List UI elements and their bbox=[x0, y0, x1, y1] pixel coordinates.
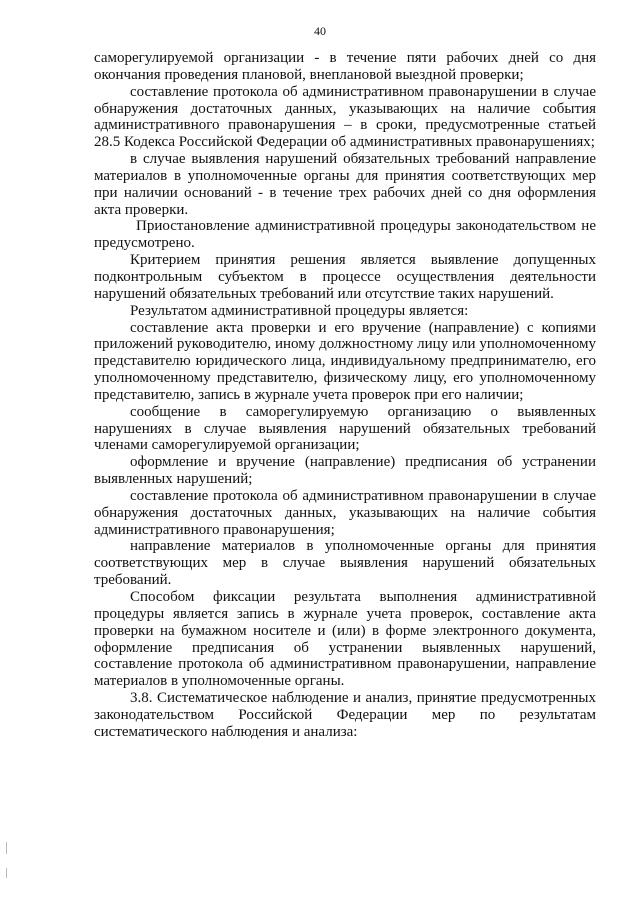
scan-edge-mark bbox=[6, 842, 7, 854]
document-body bbox=[94, 50, 596, 741]
paragraph-3: в случае выявления нарушений обязательных требований направление материалов в уполномоченные органы для принятия соответствующих мер при наличии оснований - в течение трех рабочих дней со дня оформления акта проверки. bbox=[94, 151, 596, 218]
paragraph-12: Способом фиксации результата выполнения административной процедуры является запись в журнале учета проверок, составление акта проверки на бумажном носителе и (или) в форме электронного документа, оформление предписания об устранении выявленных нарушений, составление протокола об административном правонарушении, направление материалов в уполномоченные органы. bbox=[94, 589, 596, 690]
paragraph-11: направление материалов в уполномоченные органы для принятия соответствующих мер в случае выявления нарушений обязательных требований. bbox=[94, 538, 596, 589]
paragraph-6: Результатом административной процедуры является: bbox=[130, 302, 469, 319]
paragraph-7: составление акта проверки и его вручение (направление) с копиями приложений руководителю, иному должностному лицу или уполномоченному представителю юридического лица, индивидуальному предпринимателю, его уполномоченному представителю, физическому лицу, его уполномоченному представителю, запись в журнале учета проверок при его наличии; bbox=[94, 319, 596, 403]
paragraph-9: оформление и вручение (направление) предписания об устранении выявленных нарушений; bbox=[94, 454, 596, 488]
paragraph-8: сообщение в саморегулируемую организацию о выявленных нарушениях в случае выявления нарушений обязательных требований членами саморегулируемой организации; bbox=[94, 403, 596, 454]
paragraph-1: саморегулируемой организации - в течение пяти рабочих дней со дня окончания проведения плановой, внеплановой выездной проверки; bbox=[94, 50, 596, 83]
scan-edge-mark bbox=[6, 868, 7, 878]
paragraph-2: составление протокола об административном правонарушении в случае обнаружения достаточных данных, указывающих на наличие события административного правонарушения – в сроки, предусмотренные статьей 28.5 Кодекса Российской Федерации об административных правонарушениях; bbox=[94, 83, 596, 151]
paragraph-10: составление протокола об административном правонарушении в случае обнаружения достаточных данных, указывающих на наличие события административного правонарушения; bbox=[94, 487, 596, 538]
paragraph-4: Приостановление административной процедуры законодательством не предусмотрено. bbox=[94, 218, 596, 252]
paragraph-5: Критерием принятия решения является выявление допущенных подконтрольным субъектом в процессе осуществления деятельности нарушений обязательных требований или отсутствие таких нарушений. bbox=[94, 252, 596, 302]
paragraph-13: 3.8. Систематическое наблюдение и анализ, принятие предусмотренных законодательством Российской Федерации мер по результатам систематического наблюдения и анализа: bbox=[94, 690, 596, 740]
page-number: 40 bbox=[314, 24, 326, 38]
